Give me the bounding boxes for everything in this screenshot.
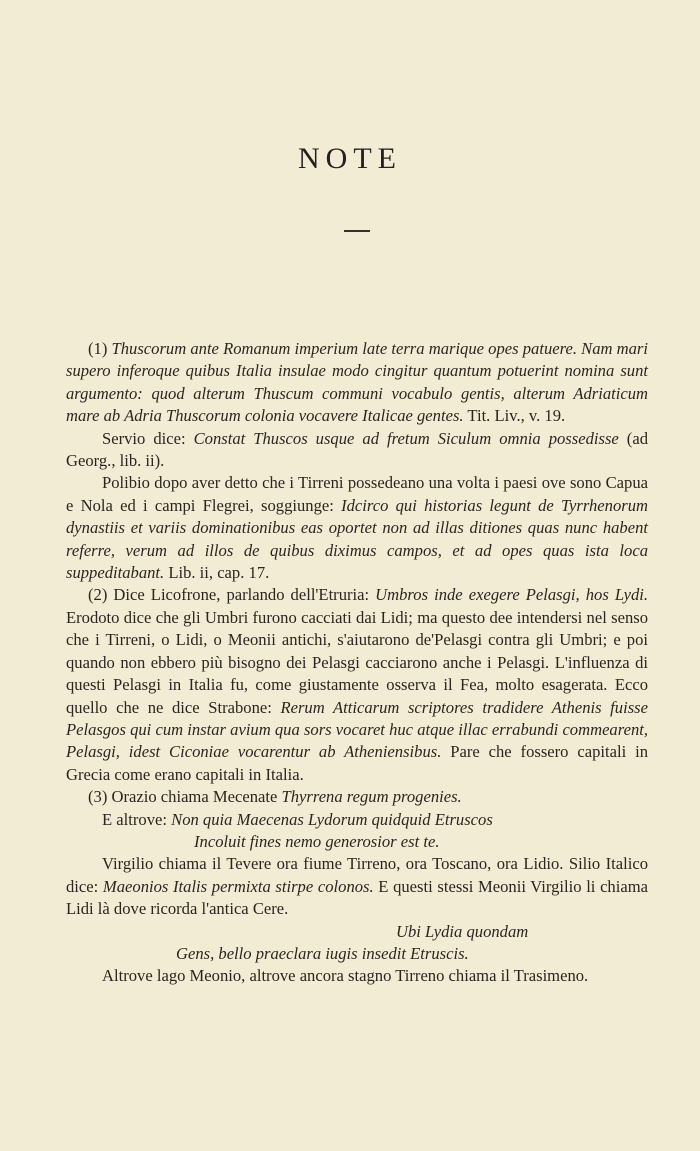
divider	[344, 230, 370, 232]
note-1-number: (1)	[88, 339, 112, 358]
note-2-number: (2)	[88, 585, 114, 605]
polibio-quote: Idcirco qui historias legunt de Tyrrhenorum dynastiis et variis dominationibus eas oportet non ad illas ditiones quas nunc habent referre, verum ad illos de quibus diximus campos, et ad opes quas ista loca suppeditabant.	[66, 495, 649, 583]
page-title: NOTE	[298, 142, 402, 175]
note-3-verse-1: Non quia Maecenas Lydorum quidquid Etruscos	[171, 809, 493, 829]
note-2	[66, 584, 648, 786]
note-3-verse-3	[66, 921, 648, 943]
note-3-virgilio	[66, 853, 648, 920]
note-3-altrove-text: E altrove:	[102, 809, 172, 829]
servio-text: Servio dice:	[102, 428, 194, 448]
note-3-silio-quote: Maeonios Italis permixta stirpe colonos.	[102, 876, 374, 896]
note-1-reference: Tit. Liv., v. 19.	[463, 406, 566, 426]
servio-paragraph	[66, 428, 648, 473]
note-3-virgilio-end: E questi stessi Meonii Virgilio li chiama Lidi là dove ricorda l'antica Cere.	[66, 876, 648, 919]
servio-quote: Constat Thuscos usque ad fretum Siculum omnia possedisse	[193, 428, 619, 448]
note-3-virgilio-text: Virgilio chiama il Tevere ora fiume Tirreno, ora Toscano, ora Lidio. Silio Italico dice:	[66, 854, 648, 896]
note-2-strabone-quote: Rerum Atticarum scriptores tradidere Athenis fuisse Pelasgos qui cum instar avium qua sors vocaret huc atque illac errabundi commearent, Pelasgi, idest Ciconiae vocarentur ab Atheniensibus.	[66, 697, 648, 762]
note-3-last	[66, 965, 648, 987]
note-3-last-text: Altrove lago Meonio, altrove ancora stagno Tirreno chiama il Trasimeno.	[102, 966, 589, 986]
verse-gens-bello: Gens, bello praeclara iugis insedit Etruscis.	[176, 943, 469, 963]
note-2-text-end: Pare che fossero capitali in Grecia come erano capitali in Italia.	[66, 742, 648, 784]
verse-ubi-lydia: Ubi Lydia quondam	[396, 921, 529, 941]
notes-body	[66, 338, 648, 988]
note-3	[66, 786, 648, 808]
note-3-verse-4	[66, 943, 648, 965]
note-3-text: Orazio chiama Mecenate	[111, 787, 282, 807]
note-1	[66, 338, 648, 428]
polibio-text: Polibio dopo aver detto che i Tirreni possedeano una volta i paesi ove sono Capua e Nola ed i campi Flegrei, soggiunge:	[66, 473, 648, 515]
servio-reference: (ad Georg., lib. ii).	[66, 428, 648, 471]
note-3-verse-2: Incoluit fines nemo generosior est te.	[194, 831, 440, 851]
note-1-quote: Thuscorum ante Romanum imperium late terra marique opes patuere. Nam mari supero inferoque quibus Italia insulae modo cingitur quantum potuerint nomina sunt argumento: quod alterum Thuscum communi vocabulo gentis, alterum Adriaticum mare ab Adria Thuscorum colonia vocavere Italicae gentes.	[66, 339, 648, 426]
polibio-paragraph	[66, 472, 648, 584]
note-3-quote: Thyrrena regum progenies.	[281, 787, 462, 807]
note-3-verse-line	[66, 831, 648, 853]
polibio-reference: Lib. ii, cap. 17.	[164, 563, 270, 583]
note-2-quote: Umbros inde exegere Pelasgi, hos Lydi.	[375, 585, 649, 605]
note-3-number: (3)	[88, 787, 112, 807]
note-3-altrove	[66, 809, 648, 831]
note-2-text: Dice Licofrone, parlando dell'Etruria:	[113, 585, 376, 605]
note-2-text-cont: Erodoto dice che gli Umbri furono cacciati dai Lidi; ma questo dee intendersi nel senso che i Tirreni, o Lidi, o Meonii antichi, s'aiutarono de'Pelasgi contra gli Umbri; e poi quando non ebbero più bisogno dei Pelasgi cacciarono anche i Pelasgi. L'influenza di questi Pelasgi in Italia fu, come giustamente osserva il Fea, molto esagerata. Ecco quello che ne dice Strabone:	[66, 607, 648, 717]
